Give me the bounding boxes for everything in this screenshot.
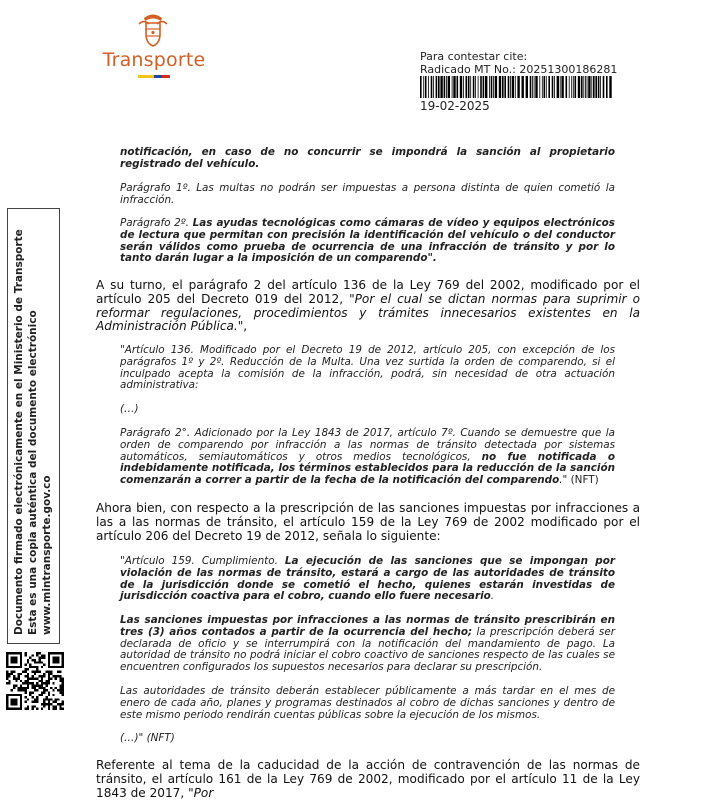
qr-code	[6, 652, 64, 710]
radicado-number: Radicado MT No.: 20251300186281	[420, 63, 618, 76]
signature-line-1: Documento firmado electrónicamente en el Ministerio de Transporte	[13, 229, 25, 635]
ministry-logo	[98, 12, 210, 82]
body-paragraph-1: A su turno, el parágrafo 2 del artículo 136 de la Ley 769 del 2002, modificado por el artículo 205 del Decreto 019 del 2012, "Por el cual se dictan normas para suprimir o reformar regulaciones, procedimientos y trámites innecesarios existentes en la Administración Pública.",	[96, 278, 640, 334]
body-paragraph-2: Ahora bien, con respecto a la prescripción de las sanciones impuestas por infracciones a las a las normas de tránsito, el artículo 159 de la Ley 769 de 2002 modificado por el artículo 206 del Decreto 19 de 2012, señala lo siguiente:	[96, 501, 640, 543]
electronic-signature-notice	[7, 208, 60, 644]
paragrafo-2: Parágrafo 2º. Las ayudas tecnológicas como cámaras de vídeo y equipos electrónicos de lectura que permitan con precisión la identificación del vehículo o del conductor serán válidos como prueba de ocurrencia de una infracción de tránsito y por lo tanto darán lugar a la imposición de un comparendo".	[120, 217, 615, 265]
ellipsis-1: (…)	[120, 403, 139, 415]
signature-line-3: www.mintransporte.gov.co	[41, 475, 53, 635]
article-159-paragraph-3: Las autoridades de tránsito deberán establecer públicamente a más tardar en el mes de enero de cada año, planes y programas destinados al cobro de dichas sanciones y dentro de este mismo periodo rendirán cuentas públicas sobre la ejecución de los mismos.	[120, 685, 615, 721]
ellipsis-2: (…)" (NFT)	[120, 732, 175, 744]
article-159-paragraph-2: Las sanciones impuestas por infracciones a las normas de tránsito prescribirán en tres (3) años contados a partir de la ocurrencia del hecho; la prescripción deberá ser declarada de oficio y se interrumpirá con la notificación del mandamiento de pago. La autoridad de tránsito no podrá iniciar el cobro coactivo de sanciones respecto de las cuales se encuentren configurados los supuestos necesarios para declarar su prescripción.	[120, 614, 615, 674]
citation-block	[420, 50, 617, 76]
cite-label: Para contestar cite:	[420, 50, 528, 63]
body-paragraph-3: Referente al tema de la caducidad de la acción de contravención de las normas de tránsito, el artículo 161 de la Ley 769 de 2002, modificado por el artículo 11 de la Ley 1843 de 2017, "Por	[96, 758, 640, 800]
document-date: 19-02-2025	[420, 99, 490, 113]
paragrafo-1: Parágrafo 1º. Las multas no podrán ser impuestas a persona distinta de quien cometió la infracción.	[120, 182, 615, 206]
coat-of-arms-icon	[136, 12, 170, 48]
quote-fragment: notificación, en caso de no concurrir se impondrá la sanción al propietario registrado del vehículo.	[120, 146, 615, 170]
signature-line-2: Esta es una copia auténtica del documento electrónico	[27, 310, 39, 635]
logo-wordmark: Transporte	[102, 49, 206, 71]
article-159-quote: "Artículo 159. Cumplimiento. La ejecución de las sanciones que se impongan por violación de las normas de tránsito, estará a cargo de las autoridades de tránsito de la jurisdicción donde se cometió el hecho, quienes estarán investidas de jurisdicción coactiva para el cobro, cuando ello fuere necesario.	[120, 555, 616, 603]
barcode-graphic	[420, 76, 615, 98]
article-136-quote: "Artículo 136. Modificado por el Decreto 19 de 2012, artículo 205, con excepción de los parágrafos 1º y 2º. Reducción de la Multa. Una vez surtida la orden de comparendo, si el inculpado acepta la comisión de la infracción, podrá, sin necesidad de otra actuación administrativa:	[120, 344, 615, 392]
flag-stripe	[138, 75, 170, 78]
article-136-paragrafo-2: Parágrafo 2°. Adicionado por la Ley 1843 de 2017, artículo 7º. Cuando se demuestre que la orden de comparendo por infracción a las normas de tránsito detectada por sistemas automáticos, semiautomáticos y otros medios tecnológicos, no fue notificada o indebidamente notificada, los términos establecidos para la reducción de la sanción comenzarán a correr a partir de la fecha de la notificación del comparendo." (NFT)	[120, 427, 615, 487]
